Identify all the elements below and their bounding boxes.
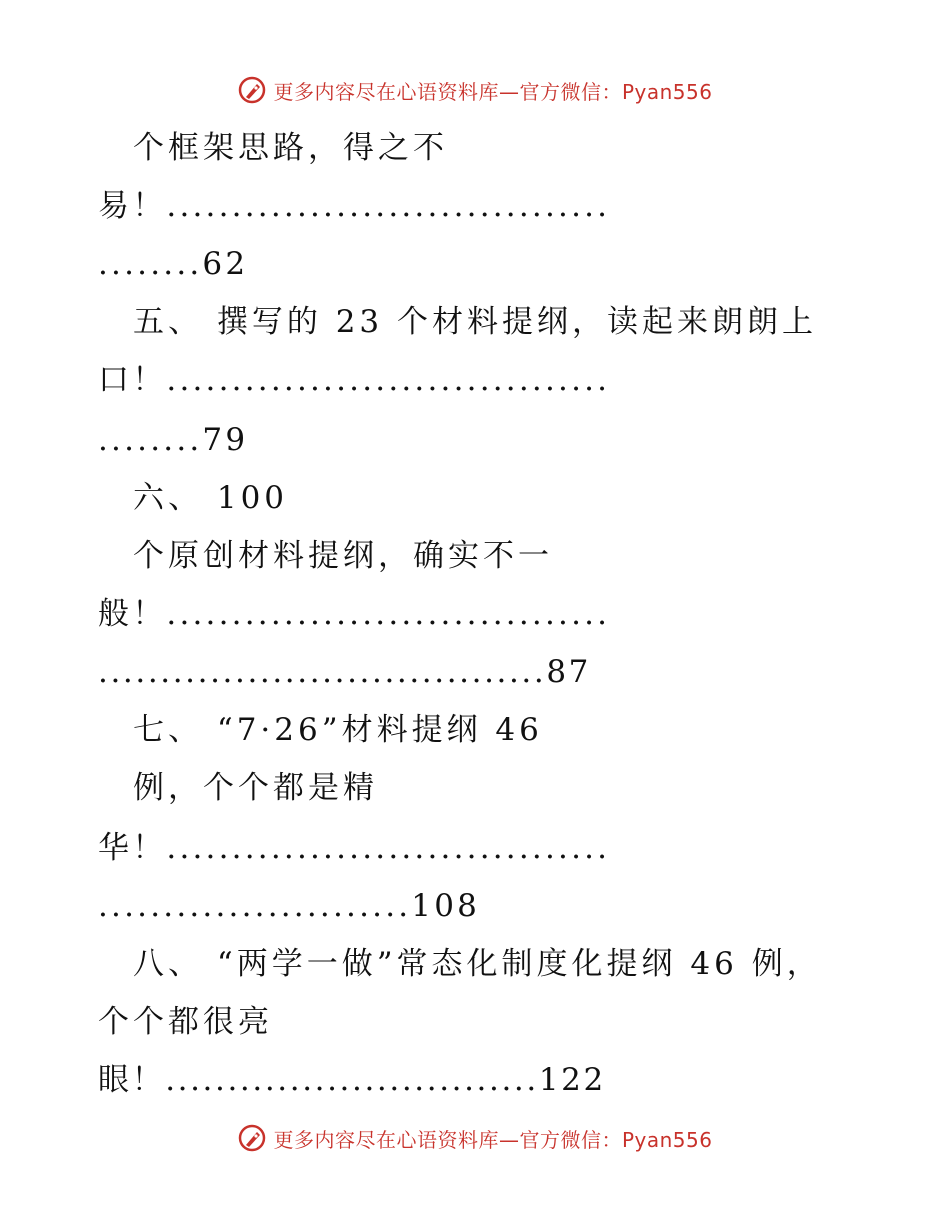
toc-line: 个个都很亮 [98,1004,273,1040]
toc-line: 个原创材料提纲，确实不一 [133,538,553,574]
toc-line: ....................................87 [98,654,591,690]
toc-line: 例，个个都是精 [133,770,378,806]
toc-line: 般！.................................. [98,596,611,632]
toc-line: 八、 “两学一做”常态化制度化提纲 46 例， [133,946,822,982]
toc-line: 易！.................................. [98,188,611,224]
toc-line: 华！.................................. [98,830,611,866]
toc-line: ........62 [98,246,249,282]
watermark-banner-top [0,70,950,110]
toc-line: ........79 [98,422,249,458]
toc-line: 口！.................................. [98,362,611,398]
pen-nib-logo-icon [237,1123,267,1153]
toc-line: ........................108 [98,888,481,924]
toc-line: 个框架思路，得之不 [133,130,448,166]
watermark-text: 更多内容尽在心语资料库—官方微信：Pyan556 [273,1127,713,1152]
toc-line: 六、 100 [133,480,289,516]
toc-line: 五、 撰写的 23 个材料提纲，读起来朗朗上 [133,304,818,340]
watermark-text: 更多内容尽在心语资料库—官方微信：Pyan556 [273,79,713,104]
pen-nib-logo-icon [237,75,267,105]
toc-line: 七、 “7·26”材料提纲 46 [133,712,543,748]
toc-line: 眼！..............................122 [98,1062,606,1098]
watermark-banner-bottom [0,1118,950,1158]
